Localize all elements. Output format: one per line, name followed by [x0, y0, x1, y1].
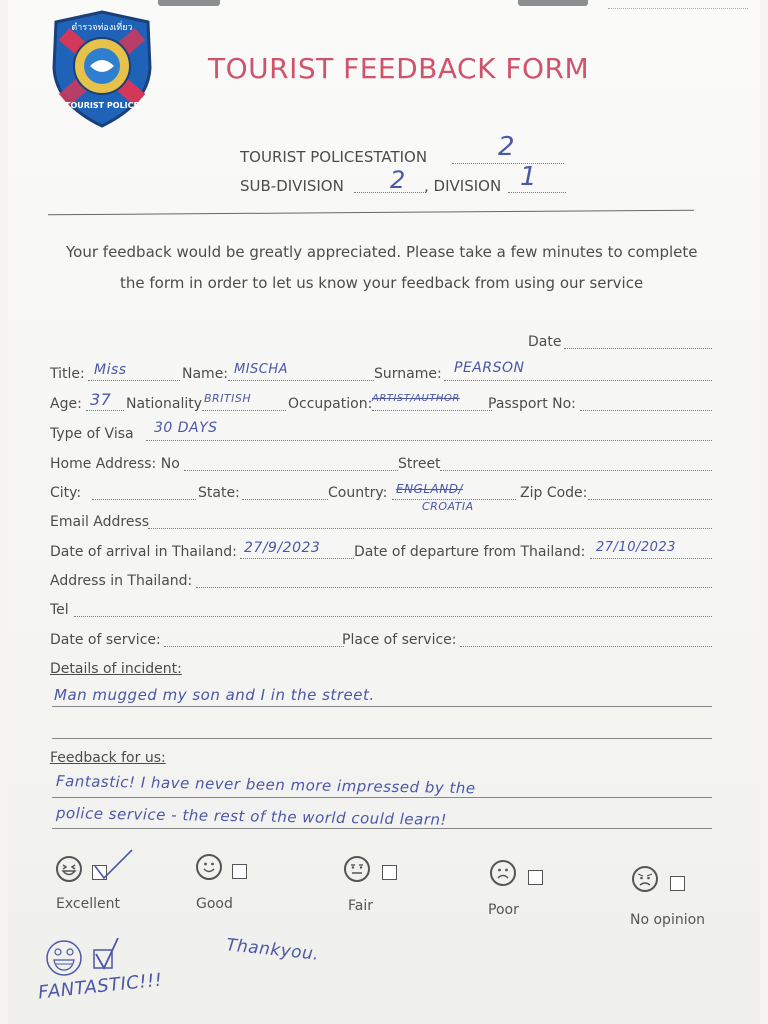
tel-label: Tel [50, 602, 69, 618]
clipboard-clip-left [158, 0, 220, 6]
thai-address-field[interactable] [196, 587, 712, 588]
arrival-value[interactable]: 27/9/2023 [244, 540, 321, 556]
clipboard-clip-right [518, 0, 588, 6]
tel-field[interactable] [74, 616, 712, 617]
smile-face-icon [196, 854, 222, 880]
age-label: Age: [50, 396, 82, 412]
country-value-2[interactable]: CROATIA [422, 500, 474, 513]
header-divider [48, 210, 694, 216]
subdivision-value[interactable]: 2 [390, 166, 406, 194]
form-paper [8, 0, 760, 1024]
arrival-dots [240, 558, 354, 559]
nationality-value[interactable]: BRITISH [204, 392, 252, 405]
incident-heading: Details of incident: [50, 661, 182, 677]
name-label: Name: [182, 366, 229, 382]
country-value[interactable]: ENGLAND/ [396, 482, 464, 496]
station-dots [452, 163, 564, 164]
email-field[interactable] [148, 528, 712, 529]
occupation-label: Occupation: [288, 396, 373, 412]
laughing-face-icon [56, 856, 82, 882]
occupation-value[interactable]: ARTIST/AUTHOR [372, 393, 460, 404]
rating-label-excellent: Excellent [56, 896, 120, 912]
poor-checkbox[interactable] [528, 870, 543, 885]
neutral-face-icon [344, 856, 370, 882]
badge-top-text: ตำรวจท่องเที่ยว [71, 23, 133, 33]
age-value[interactable]: 37 [90, 390, 112, 409]
incident-line-1 [52, 706, 712, 707]
departure-value[interactable]: 27/10/2023 [596, 540, 676, 555]
title-value[interactable]: Miss [94, 362, 127, 378]
sad-face-icon [490, 860, 516, 886]
feedback-line-1 [52, 797, 712, 798]
service-place-label: Place of service: [342, 632, 457, 648]
thank-you-note: Thankyou. [225, 935, 321, 965]
zip-field[interactable] [588, 499, 712, 500]
rating-label-good: Good [196, 896, 233, 912]
excellent-checkmark [92, 846, 134, 882]
worried-face-icon [632, 866, 658, 892]
surname-value[interactable]: PEARSON [454, 360, 525, 376]
home-address-label: Home Address: No [50, 456, 180, 472]
name-dots [228, 380, 374, 381]
incident-line-2 [52, 738, 712, 739]
title-dots [88, 380, 180, 381]
station-label: TOURIST POLICESTATION [240, 148, 428, 166]
passport-label: Passport No: [488, 396, 576, 412]
visa-dots [146, 440, 712, 441]
surname-label: Surname: [374, 366, 442, 382]
form-title: TOURIST FEEDBACK FORM [208, 52, 590, 85]
state-label: State: [198, 485, 240, 501]
subdivision-label: SUB-DIVISION [240, 177, 344, 195]
incident-text-line-1[interactable]: Man mugged my son and I in the street. [54, 686, 375, 704]
city-label: City: [50, 485, 82, 501]
feedback-text-line-1[interactable]: Fantastic! I have never been more impressed by the [55, 772, 476, 798]
good-checkbox[interactable] [232, 864, 247, 879]
nationality-dots [202, 410, 286, 411]
visa-value[interactable]: 30 DAYS [154, 420, 218, 436]
city-field[interactable] [92, 499, 196, 500]
service-place-field[interactable] [460, 646, 712, 647]
rating-label-poor: Poor [488, 902, 519, 918]
badge-bottom-text: TOURIST POLICE [65, 101, 139, 110]
zip-label: Zip Code: [520, 485, 588, 501]
top-edge-dots [608, 8, 748, 9]
home-no-field[interactable] [184, 470, 398, 471]
fair-checkbox[interactable] [382, 865, 397, 880]
no-opinion-checkbox[interactable] [670, 876, 685, 891]
fantastic-note: FANTASTIC!!! [37, 969, 164, 1004]
arrival-label: Date of arrival in Thailand: [50, 544, 237, 560]
tourist-police-badge-logo [48, 8, 156, 130]
intro-line-2: the form in order to let us know your feedback from using our service [120, 274, 644, 292]
street-label: Street [398, 456, 441, 472]
rating-label-fair: Fair [348, 898, 373, 914]
nationality-label: Nationality [126, 396, 203, 412]
surname-dots [444, 380, 712, 381]
thai-address-label: Address in Thailand: [50, 573, 193, 589]
occupation-dots [372, 410, 492, 411]
division-dots [508, 192, 566, 193]
date-field[interactable] [564, 348, 712, 349]
country-label: Country: [328, 485, 388, 501]
passport-field[interactable] [580, 410, 712, 411]
feedback-text-line-2[interactable]: police service - the rest of the world could learn! [55, 804, 448, 829]
station-value[interactable]: 2 [498, 132, 516, 162]
service-date-field[interactable] [164, 646, 344, 647]
age-dots [86, 410, 124, 411]
rating-label-no-opinion: No opinion [630, 912, 706, 928]
feedback-heading: Feedback for us: [50, 750, 166, 766]
name-value[interactable]: MISCHA [234, 362, 289, 377]
departure-label: Date of departure from Thailand: [354, 544, 586, 560]
email-label: Email Address [50, 514, 150, 530]
state-field[interactable] [242, 499, 328, 500]
division-label: , DIVISION [424, 177, 502, 195]
title-label: Title: [50, 366, 85, 382]
service-date-label: Date of service: [50, 632, 161, 648]
intro-line-1: Your feedback would be greatly appreciated. Please take a few minutes to complete [66, 243, 698, 261]
division-value[interactable]: 1 [520, 162, 538, 192]
street-field[interactable] [440, 470, 712, 471]
visa-label: Type of Visa [50, 426, 134, 442]
feedback-line-2 [52, 828, 712, 829]
departure-dots [590, 558, 712, 559]
date-label: Date [528, 334, 562, 350]
